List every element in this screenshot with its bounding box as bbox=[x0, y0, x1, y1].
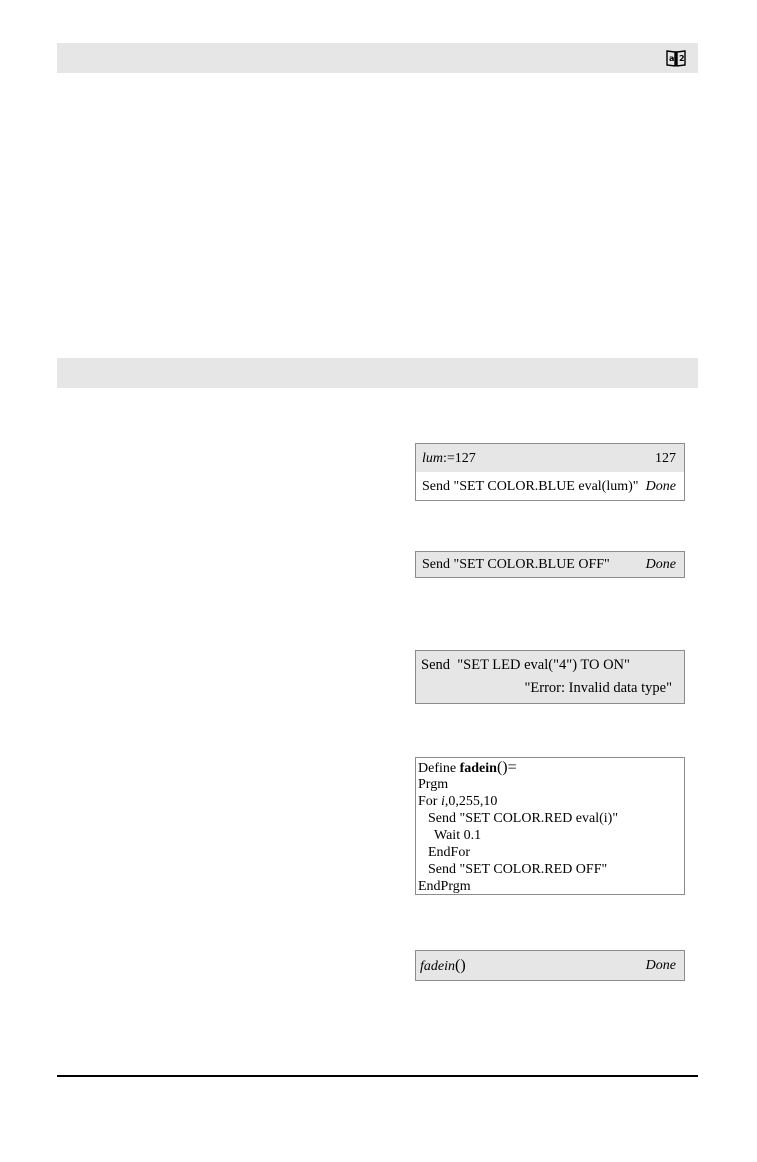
footer-rule bbox=[57, 1075, 698, 1077]
book-icon bbox=[666, 48, 686, 68]
section-header-band bbox=[57, 43, 698, 73]
example-box-error bbox=[415, 650, 685, 704]
code-line: For i,0,255,10 bbox=[418, 794, 498, 809]
svg-text:a: a bbox=[669, 54, 675, 63]
result-value: 127 bbox=[655, 451, 676, 466]
code-line: Prgm bbox=[418, 777, 449, 792]
result-value: Done bbox=[645, 557, 676, 572]
entry-row bbox=[416, 651, 684, 677]
result-value: Done bbox=[645, 958, 676, 973]
example-box-blue-off bbox=[415, 551, 685, 578]
result-row bbox=[416, 677, 684, 703]
code-line: EndPrgm bbox=[418, 879, 471, 894]
variable-name: lum bbox=[422, 451, 443, 466]
example-box-lum bbox=[415, 443, 685, 501]
code-line: Send "SET COLOR.RED OFF" bbox=[428, 862, 608, 877]
code-line: EndFor bbox=[428, 845, 470, 860]
code-line: Define fadein()= bbox=[418, 759, 517, 776]
code-line: Wait 0.1 bbox=[434, 828, 482, 843]
section-header-band-2 bbox=[57, 358, 698, 388]
loop-variable: i bbox=[440, 794, 445, 809]
entry-row: fadein() Done bbox=[416, 951, 684, 980]
entry-row bbox=[416, 472, 684, 500]
result-value: Done bbox=[645, 479, 676, 494]
command-text: Send "SET COLOR.BLUE eval(lum)" bbox=[422, 479, 639, 494]
assignment-text: :=127 bbox=[443, 451, 476, 466]
program-definition-box bbox=[415, 757, 685, 895]
code-line: Send "SET COLOR.RED eval(i)" bbox=[428, 811, 619, 826]
function-name: fadein bbox=[420, 959, 455, 974]
entry-row bbox=[416, 552, 684, 577]
example-box-call bbox=[415, 950, 685, 981]
svg-text:2: 2 bbox=[679, 54, 685, 63]
command-text: Send "SET LED eval("4") TO ON" bbox=[421, 657, 630, 673]
command-text: Send "SET COLOR.BLUE OFF" bbox=[422, 557, 610, 572]
function-name: fadein bbox=[459, 761, 497, 776]
entry-row bbox=[416, 444, 684, 472]
error-message: "Error: Invalid data type" bbox=[524, 680, 672, 696]
